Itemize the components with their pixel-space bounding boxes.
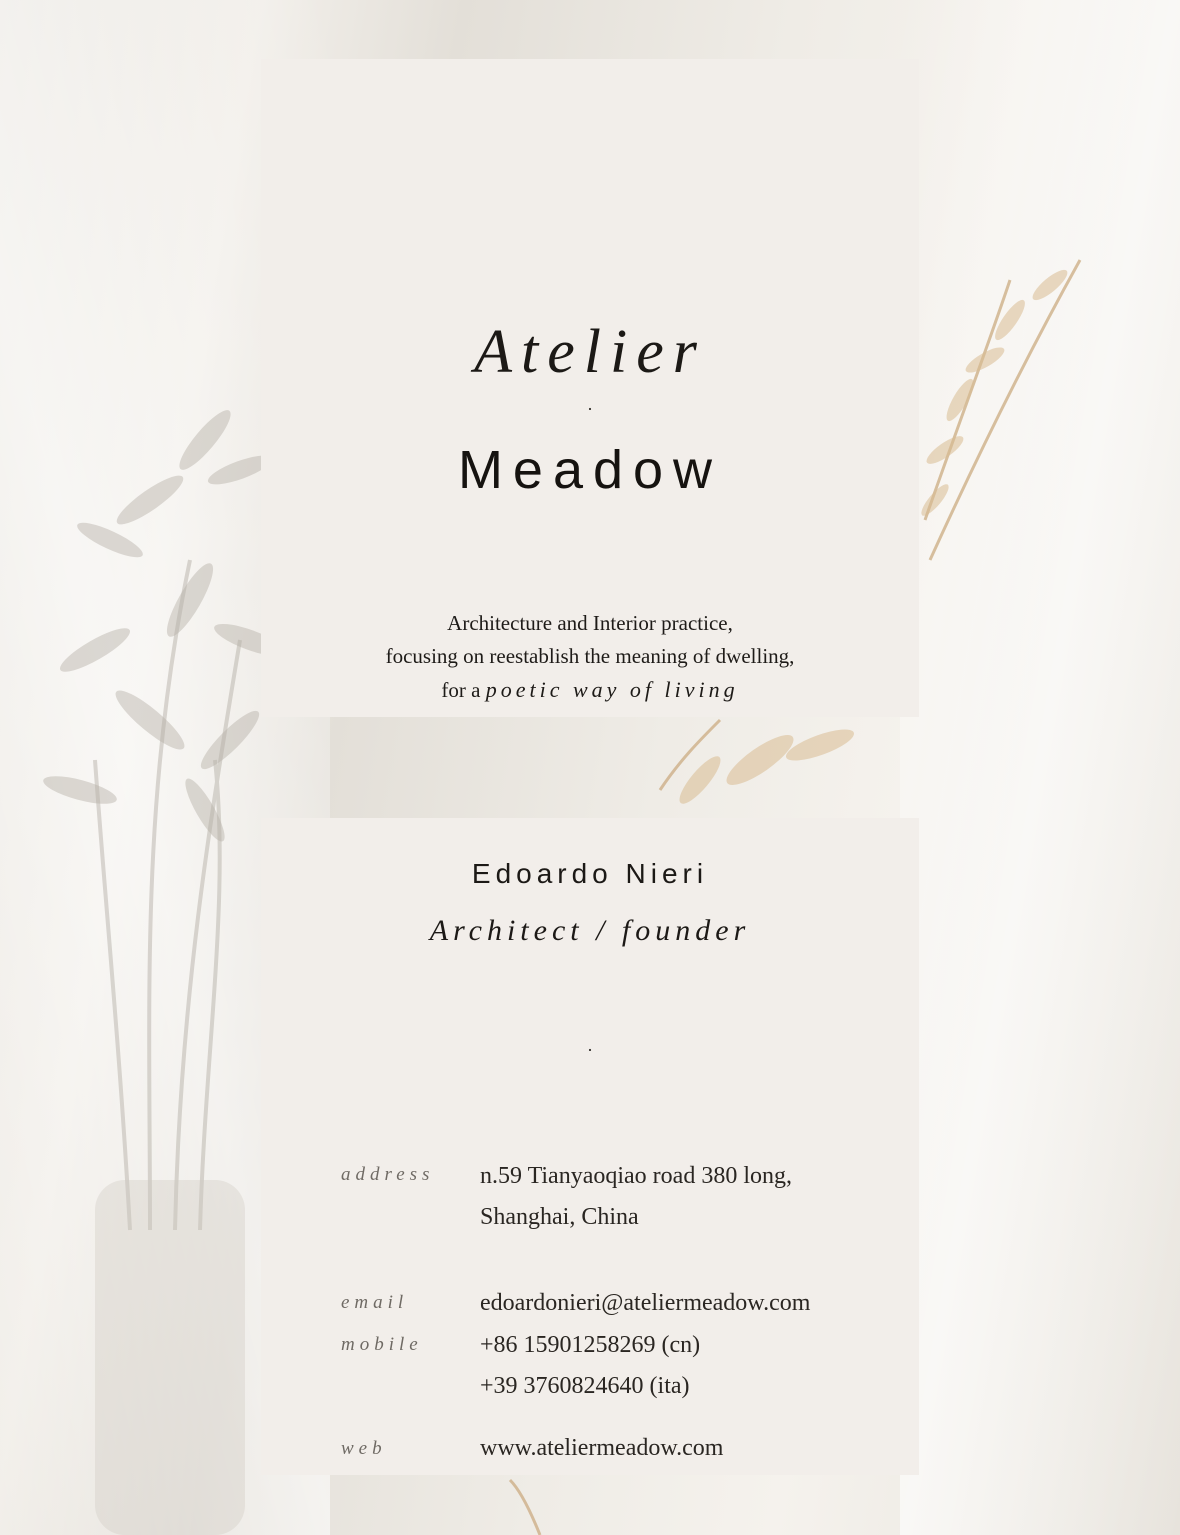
brand-name-line1: Atelier xyxy=(474,318,706,386)
tagline-line3 xyxy=(261,673,919,707)
web-label: web xyxy=(341,1438,387,1459)
person-name: Edoardo Nieri xyxy=(471,858,709,889)
tagline-emphasis: poetic way of living xyxy=(485,677,739,702)
tagline xyxy=(261,607,919,707)
brand-card xyxy=(261,59,919,717)
contact-card xyxy=(261,818,919,1475)
email-value[interactable]: edoardonieri@ateliermeadow.com xyxy=(480,1290,811,1316)
mobile-value xyxy=(480,1325,700,1407)
address-line1: n.59 Tianyaoqiao road 380 long, xyxy=(480,1163,792,1189)
tagline-line2: focusing on reestablish the meaning of dwelling, xyxy=(385,644,795,668)
web-value[interactable]: www.ateliermeadow.com xyxy=(480,1435,724,1461)
mobile-line2[interactable]: +39 3760824640 (ita) xyxy=(480,1373,690,1399)
tagline-prefix: for a xyxy=(441,678,481,702)
address-line2: Shanghai, China xyxy=(480,1204,639,1230)
address-label: address xyxy=(341,1164,435,1185)
contact-separator: · xyxy=(587,1040,593,1060)
brand-separator: · xyxy=(587,399,593,419)
tagline-line1: Architecture and Interior practice, xyxy=(447,611,733,635)
mobile-line1[interactable]: +86 15901258269 (cn) xyxy=(480,1332,701,1358)
mobile-label: mobile xyxy=(341,1334,423,1355)
brand-name-line2: Meadow xyxy=(457,440,723,500)
address-value xyxy=(480,1156,792,1238)
person-role: Architect / founder xyxy=(429,914,751,947)
email-label: email xyxy=(341,1292,409,1313)
